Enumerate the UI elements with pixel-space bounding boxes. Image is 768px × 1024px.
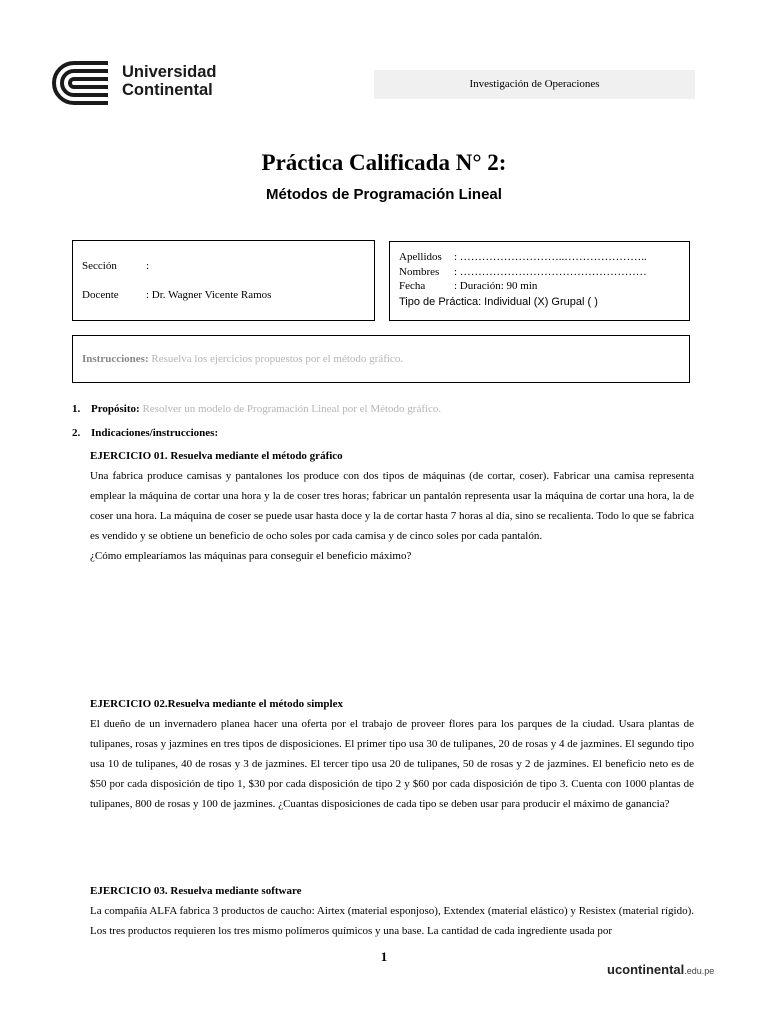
university-logo bbox=[50, 59, 230, 109]
docente-value: : Dr. Wagner Vicente Ramos bbox=[146, 289, 272, 301]
indicaciones-label: Indicaciones/instrucciones: bbox=[91, 427, 219, 439]
logo-wordmark bbox=[122, 63, 216, 99]
footer-brand bbox=[607, 962, 714, 977]
instructions-text: Resuelva los ejercicios propuestos por el método gráfico. bbox=[148, 353, 404, 365]
exercise-3 bbox=[90, 881, 694, 941]
list-number: 1. bbox=[72, 403, 81, 415]
fecha-label: Fecha bbox=[399, 280, 426, 292]
seccion-label: Sección bbox=[82, 260, 117, 272]
page-subtitle: Métodos de Programación Lineal bbox=[266, 186, 502, 203]
exercise-body: El dueño de un invernadero planea hacer una oferta por el trabajo de proveer flores para los parques de la ciudad. Usara plantas de tulipanes, rosas y jazmines en tres tipos de disposiciones. El primer tipo usa 30 de tulipanes, 20 de rosas y 4 de jazmines. El segundo tipo usa 10 de tulipanes, 40 de rosas y 3 de jazmines. El tercer tipo usa 20 de tulipanes, 50 de rosas y 2 de jazmines. El beneficio neto es de $50 por cada disposición de tipo 1, $30 por cada disposición de tipo 2 y $60 por cada disposición de tipo 3. Cuenta con 1000 plantas de tulipanes, 800 de rosas y 100 de jazmines. ¿Cuantas disposiciones de cada tipo se deben usar para producir el máximo de ganancia? bbox=[90, 718, 694, 810]
logo-line-1: Universidad bbox=[122, 63, 217, 81]
instructions-line bbox=[82, 353, 403, 365]
exercise-title: EJERCICIO 02.Resuelva mediante el método simplex bbox=[90, 698, 343, 710]
seccion-value: : bbox=[146, 260, 150, 272]
exercise-title: EJERCICIO 01. Resuelva mediante el método gráfico bbox=[90, 450, 343, 462]
course-name: Investigación de Operaciones bbox=[374, 70, 695, 99]
footer-brand-name: ucontinental bbox=[607, 962, 685, 977]
apellidos-label: Apellidos bbox=[399, 251, 442, 263]
continental-logo-icon bbox=[50, 59, 114, 107]
exercise-2 bbox=[90, 694, 694, 814]
page-title: Práctica Calificada N° 2: bbox=[261, 150, 507, 175]
logo-line-2: Continental bbox=[122, 81, 213, 99]
apellidos-field[interactable]: : ………………………..………………….. bbox=[454, 251, 647, 263]
page-number: 1 bbox=[380, 949, 388, 964]
exercise-body: La compañía ALFA fabrica 3 productos de caucho: Airtex (material esponjoso), Extendex (material elástico) y Resistex (material rígido). Los tres productos requieren los tres mismo polímeros químicos y una base. La cantidad de cada ingrediente usada por bbox=[90, 905, 694, 937]
proposito-label: Propósito: bbox=[91, 403, 140, 415]
nombres-label: Nombres bbox=[399, 266, 440, 278]
tipo-practica: Tipo de Práctica: Individual (X) Grupal ( ) bbox=[399, 296, 598, 308]
proposito-text: Resolver un modelo de Programación Lineal por el Método gráfico. bbox=[139, 403, 442, 415]
docente-label: Docente bbox=[82, 289, 119, 301]
list-number: 2. bbox=[72, 427, 81, 439]
footer-brand-domain: .edu.pe bbox=[684, 966, 715, 976]
course-info-box bbox=[72, 240, 375, 321]
exercise-question: ¿Cómo emplearíamos las máquinas para conseguir el beneficio máximo? bbox=[90, 550, 412, 562]
exercise-title: EJERCICIO 03. Resuelva mediante software bbox=[90, 885, 302, 897]
exercise-1 bbox=[90, 446, 694, 566]
instructions-box bbox=[72, 335, 690, 383]
instructions-label: Instrucciones: bbox=[82, 353, 149, 365]
exercise-body: Una fabrica produce camisas y pantalones los produce con dos tipos de máquinas (de cortar, coser). Fabricar una camisa representa emplear la máquina de cortar una hora y la de coser tres horas; fabricar un pantalón representa usar la máquina de cortar una hora, la de coser una hora. La máquina de coser se puede usar hasta doce y la de cortar hasta 7 horas al día, sino se recalienta. Todo lo que se fabrica es vendido y se obtiene un beneficio de ocho soles por cada camisa y de cinco soles por cada pantalón. bbox=[90, 470, 694, 542]
nombres-field[interactable]: : …………………………………………… bbox=[454, 266, 647, 278]
student-info-box bbox=[389, 241, 690, 321]
fecha-value: : Duración: 90 min bbox=[454, 280, 538, 292]
